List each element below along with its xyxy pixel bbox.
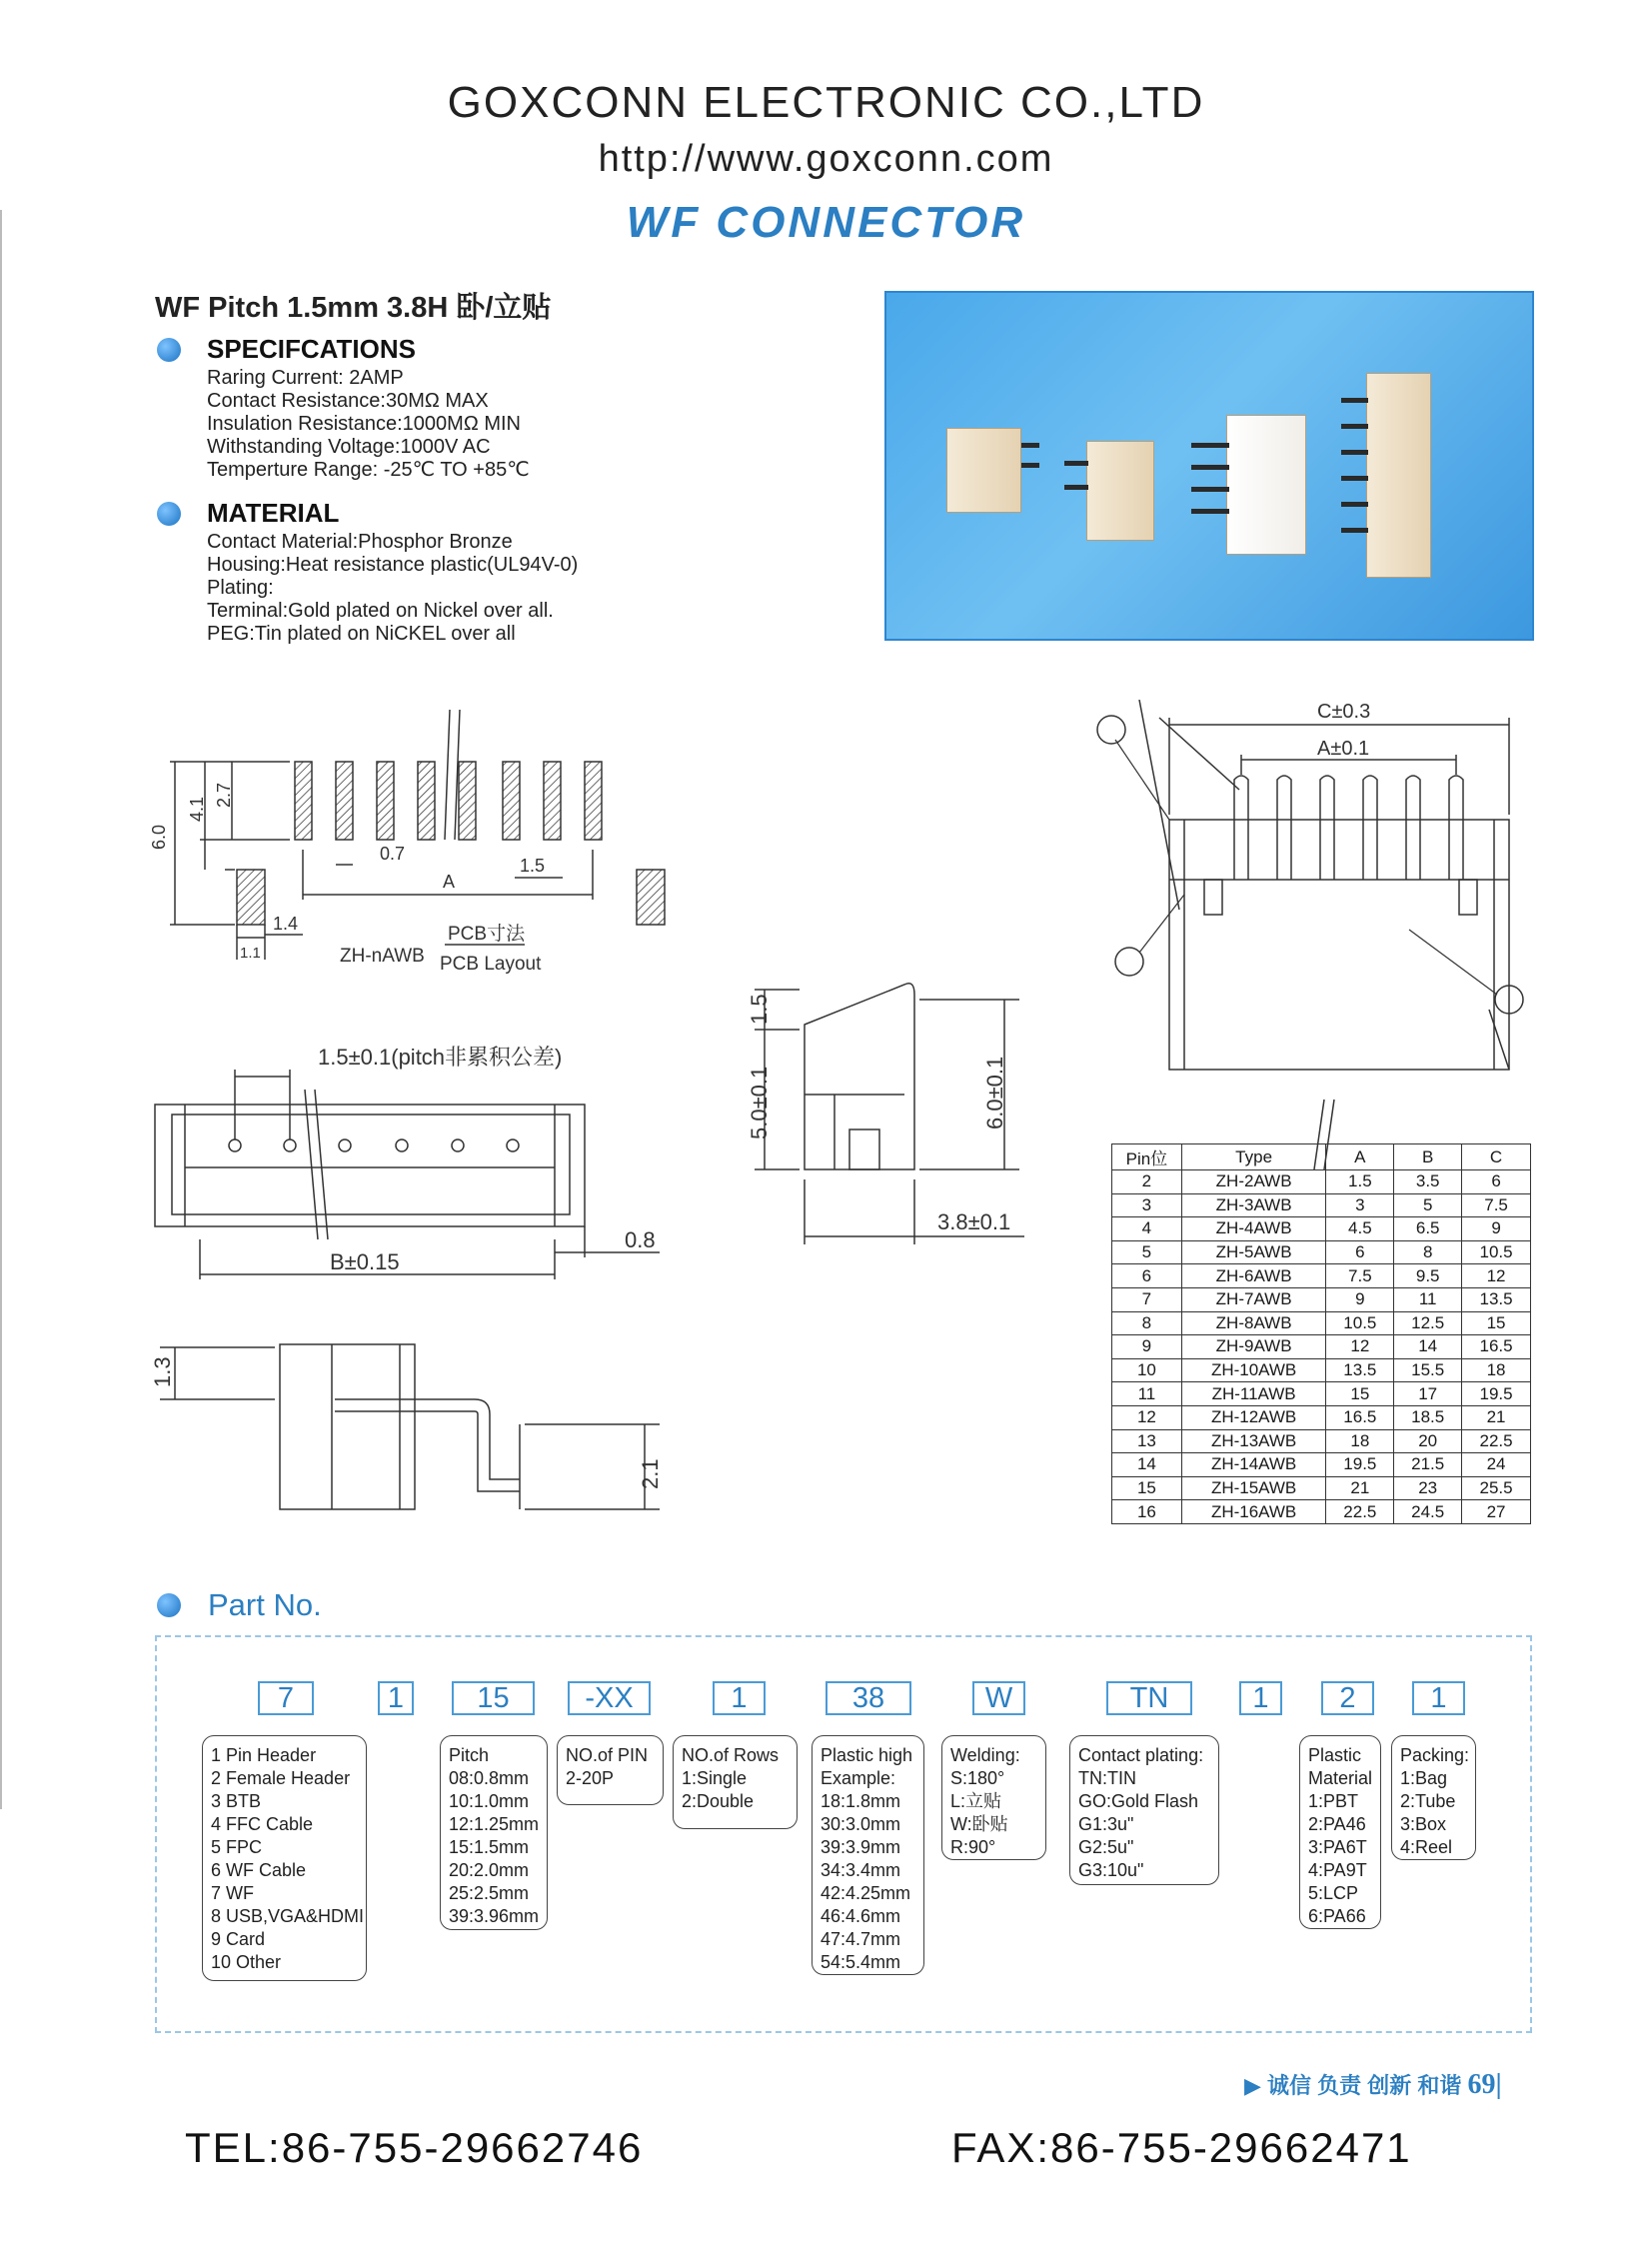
connector-image — [1226, 415, 1306, 555]
spec-line: Insulation Resistance:1000MΩ MIN — [207, 413, 521, 435]
play-icon: ▶ — [1244, 2073, 1261, 2098]
table-cell: 2 — [1112, 1170, 1182, 1194]
table-cell: 16 — [1112, 1500, 1182, 1524]
material-line: Housing:Heat resistance plastic(UL94V-0) — [207, 554, 579, 576]
bullet-icon — [157, 1593, 181, 1617]
code-material-2: 2 — [1321, 1681, 1374, 1715]
table-cell: 15.5 — [1394, 1358, 1462, 1382]
connector-image — [1366, 373, 1431, 578]
code-series: 7 — [258, 1681, 314, 1715]
table-cell: ZH-12AWB — [1181, 1405, 1326, 1429]
table-cell: ZH-16AWB — [1181, 1500, 1326, 1524]
connector-image — [1086, 441, 1154, 541]
table-cell: 24.5 — [1394, 1500, 1462, 1524]
table-cell: 11 — [1394, 1287, 1462, 1311]
table-cell: ZH-3AWB — [1181, 1193, 1326, 1217]
partno-heading: Part No. — [208, 1587, 322, 1622]
dim-label: B±0.15 — [330, 1249, 400, 1274]
table-cell: 24 — [1462, 1453, 1531, 1477]
table-cell: 7 — [1112, 1287, 1182, 1311]
table-cell: 27 — [1462, 1500, 1531, 1524]
bullet-icon — [157, 338, 181, 362]
code-pitch: 15 — [452, 1681, 535, 1715]
table-row — [1112, 1500, 1531, 1524]
table-cell: 7.5 — [1462, 1193, 1531, 1217]
table-cell: 9 — [1462, 1217, 1531, 1241]
table-row — [1112, 1358, 1531, 1382]
desc-welding: Welding: S:180° L:立贴 W:卧贴 R:90° — [941, 1735, 1046, 1860]
table-cell: 15 — [1462, 1311, 1531, 1335]
table-cell: 18 — [1462, 1358, 1531, 1382]
table-cell: 16.5 — [1462, 1335, 1531, 1359]
spec-line: Withstanding Voltage:1000V AC — [207, 436, 491, 458]
table-row — [1112, 1193, 1531, 1217]
table-cell: ZH-6AWB — [1181, 1264, 1326, 1288]
table-row — [1112, 1405, 1531, 1429]
desc-pin-count: NO.of PIN 2-20P — [557, 1735, 664, 1805]
telephone: TEL:86-755-29662746 — [185, 2124, 644, 2171]
table-cell: 23 — [1394, 1476, 1462, 1500]
desc-plastic-material: Plastic Material 1:PBT 2:PA46 3:PA6T 4:PA9T 5:LCP 6:PA66 — [1299, 1735, 1381, 1929]
code-material: 1 — [1239, 1681, 1282, 1715]
table-cell: 16.5 — [1326, 1405, 1394, 1429]
code-rows: 1 — [713, 1681, 766, 1715]
pcb-label-en: PCB Layout — [440, 954, 542, 975]
table-row — [1112, 1382, 1531, 1406]
table-cell: ZH-13AWB — [1181, 1429, 1326, 1453]
dim-label: 5.0±0.1 — [747, 1066, 772, 1139]
dim-label: A±0.1 — [1317, 738, 1370, 760]
desc-packing: Packing: 1:Bag 2:Tube 3:Box 4:Reel — [1391, 1735, 1476, 1860]
company-name: GOXCONN ELECTRONIC CO.,LTD — [447, 78, 1205, 127]
table-cell: 8 — [1394, 1240, 1462, 1264]
table-cell: 6 — [1112, 1264, 1182, 1288]
desc-plastic-height: Plastic high Example: 18:1.8mm 30:3.0mm 39:3.9mm 34:3.4mm 42:4.25mm 46:4.6mm 47:4.7mm 54:5.4mm — [812, 1735, 924, 1975]
table-cell: ZH-4AWB — [1181, 1217, 1326, 1241]
dim-label: 1.5 — [520, 856, 546, 876]
table-cell: 18 — [1326, 1429, 1394, 1453]
table-cell: ZH-8AWB — [1181, 1311, 1326, 1335]
slogan: 诚信 负责 创新 和谐 — [1267, 2073, 1462, 2098]
page-footer-tag — [1244, 2069, 1502, 2101]
table-header-row — [1112, 1144, 1531, 1170]
code-welding: W — [972, 1681, 1025, 1715]
table-row — [1112, 1311, 1531, 1335]
table-cell: 4.5 — [1326, 1217, 1394, 1241]
table-cell: 15 — [1112, 1476, 1182, 1500]
table-cell: 21 — [1326, 1476, 1394, 1500]
table-cell: 10.5 — [1462, 1240, 1531, 1264]
table-cell: ZH-5AWB — [1181, 1240, 1326, 1264]
dim-label: C±0.3 — [1317, 701, 1371, 723]
dim-label: 1.5 — [747, 994, 772, 1025]
table-cell: 13.5 — [1462, 1287, 1531, 1311]
table-row — [1112, 1240, 1531, 1264]
fax: FAX:86-755-29662471 — [951, 2124, 1412, 2171]
material-line: Terminal:Gold plated on Nickel over all. — [207, 600, 554, 622]
table-cell: 11 — [1112, 1382, 1182, 1406]
table-cell: 8 — [1112, 1311, 1182, 1335]
table-cell: 22.5 — [1462, 1429, 1531, 1453]
table-cell: 13 — [1112, 1429, 1182, 1453]
table-row — [1112, 1287, 1531, 1311]
model-label: ZH-nAWB — [340, 946, 425, 967]
table-cell: 3.5 — [1394, 1170, 1462, 1194]
table-cell: 21 — [1462, 1405, 1531, 1429]
table-cell: 21.5 — [1394, 1453, 1462, 1477]
table-cell: 25.5 — [1462, 1476, 1531, 1500]
table-cell: ZH-14AWB — [1181, 1453, 1326, 1477]
column-header: B — [1394, 1144, 1462, 1170]
dim-label: 0.8 — [625, 1227, 656, 1252]
table-cell: 6.5 — [1394, 1217, 1462, 1241]
dim-label: 4.1 — [187, 796, 207, 822]
company-website: http://www.goxconn.com — [598, 138, 1054, 180]
connector-image — [946, 428, 1021, 513]
table-cell: 9 — [1326, 1287, 1394, 1311]
material-heading: MATERIAL — [207, 498, 340, 528]
desc-pitch: Pitch 08:0.8mm 10:1.0mm 12:1.25mm 15:1.5mm 20:2.0mm 25:2.5mm 39:3.96mm — [440, 1735, 548, 1930]
desc-contact-plating: Contact plating: TN:TIN GO:Gold Flash G1:3u" G2:5u" G3:10u" — [1069, 1735, 1219, 1885]
dim-label: A — [443, 872, 456, 892]
table-cell: 12 — [1462, 1264, 1531, 1288]
specs-heading: SPECIFCATIONS — [207, 334, 416, 364]
table-cell: 9 — [1112, 1335, 1182, 1359]
table-row — [1112, 1264, 1531, 1288]
table-cell: 6 — [1462, 1170, 1531, 1194]
dimension-table — [1111, 1143, 1531, 1524]
table-cell: ZH-9AWB — [1181, 1335, 1326, 1359]
table-cell: 4 — [1112, 1217, 1182, 1241]
spec-line: Raring Current: 2AMP — [207, 367, 404, 389]
table-cell: 14 — [1112, 1453, 1182, 1477]
dim-label: 6.0 — [149, 824, 169, 850]
table-cell: ZH-15AWB — [1181, 1476, 1326, 1500]
code-type: 1 — [378, 1681, 414, 1715]
table-row — [1112, 1476, 1531, 1500]
table-cell: 18.5 — [1394, 1405, 1462, 1429]
spec-line: Contact Resistance:30MΩ MAX — [207, 390, 489, 412]
table-row — [1112, 1429, 1531, 1453]
page-number: 69 — [1467, 2069, 1496, 2100]
table-cell: 14 — [1394, 1335, 1462, 1359]
dim-label: 3.8±0.1 — [937, 1209, 1011, 1234]
bullet-icon — [157, 502, 181, 526]
table-cell: 12 — [1112, 1405, 1182, 1429]
table-cell: 13.5 — [1326, 1358, 1394, 1382]
desc-rows: NO.of Rows 1:Single 2:Double — [673, 1735, 798, 1829]
pcb-label-cn: PCB寸法 — [448, 924, 526, 945]
product-title: WF Pitch 1.5mm 3.8H 卧/立贴 — [155, 292, 552, 324]
material-line: Contact Material:Phosphor Bronze — [207, 531, 513, 553]
column-header: C — [1462, 1144, 1531, 1170]
code-packing: 1 — [1412, 1681, 1465, 1715]
table-cell: 5 — [1394, 1193, 1462, 1217]
table-cell: 19.5 — [1462, 1382, 1531, 1406]
spec-line: Temperture Range: -25℃ TO +85℃ — [207, 459, 530, 481]
dim-label: 1.4 — [273, 914, 299, 934]
column-header: Pin位 — [1112, 1144, 1182, 1170]
table-cell: 6 — [1326, 1240, 1394, 1264]
table-cell: 10.5 — [1326, 1311, 1394, 1335]
table-cell: 3 — [1326, 1193, 1394, 1217]
code-pins: -XX — [568, 1681, 651, 1715]
dim-label: 2.1 — [638, 1458, 663, 1489]
table-cell: 15 — [1326, 1382, 1394, 1406]
table-cell: 1.5 — [1326, 1170, 1394, 1194]
brand-title: WF CONNECTOR — [626, 198, 1026, 247]
table-cell: ZH-10AWB — [1181, 1358, 1326, 1382]
dim-label: 1.1 — [240, 945, 261, 962]
table-cell: 20 — [1394, 1429, 1462, 1453]
table-cell: 17 — [1394, 1382, 1462, 1406]
pitch-label: 1.5±0.1(pitch非累积公差) — [318, 1045, 563, 1070]
dim-label: 1.3 — [150, 1356, 175, 1387]
column-header: Type — [1181, 1144, 1326, 1170]
table-row — [1112, 1217, 1531, 1241]
table-cell: 12 — [1326, 1335, 1394, 1359]
table-cell: 3 — [1112, 1193, 1182, 1217]
table-row — [1112, 1453, 1531, 1477]
specs-list — [207, 367, 530, 482]
table-row — [1112, 1170, 1531, 1194]
table-cell: 10 — [1112, 1358, 1182, 1382]
table-cell: 5 — [1112, 1240, 1182, 1264]
column-header: A — [1326, 1144, 1394, 1170]
table-cell: 9.5 — [1394, 1264, 1462, 1288]
table-row — [1112, 1335, 1531, 1359]
table-cell: 19.5 — [1326, 1453, 1394, 1477]
table-cell: ZH-11AWB — [1181, 1382, 1326, 1406]
page-number-bar: | — [1495, 2069, 1502, 2100]
code-plating: TN — [1106, 1681, 1192, 1715]
dim-label: 6.0±0.1 — [982, 1056, 1007, 1129]
table-cell: 12.5 — [1394, 1311, 1462, 1335]
dim-label: 0.7 — [380, 844, 406, 864]
product-photo — [884, 291, 1534, 641]
material-list — [207, 531, 578, 646]
material-line: Plating: — [207, 577, 274, 599]
table-cell: ZH-2AWB — [1181, 1170, 1326, 1194]
table-cell: ZH-7AWB — [1181, 1287, 1326, 1311]
table-cell: 7.5 — [1326, 1264, 1394, 1288]
table-cell: 22.5 — [1326, 1500, 1394, 1524]
material-line: PEG:Tin plated on NiCKEL over all — [207, 623, 516, 645]
desc-product-type: 1 Pin Header 2 Female Header 3 BTB 4 FFC Cable 5 FPC 6 WF Cable 7 WF 8 USB,VGA&HDMI 9 Card 10 Other — [202, 1735, 367, 1981]
code-height: 38 — [826, 1681, 911, 1715]
dim-label: 2.7 — [214, 782, 234, 808]
